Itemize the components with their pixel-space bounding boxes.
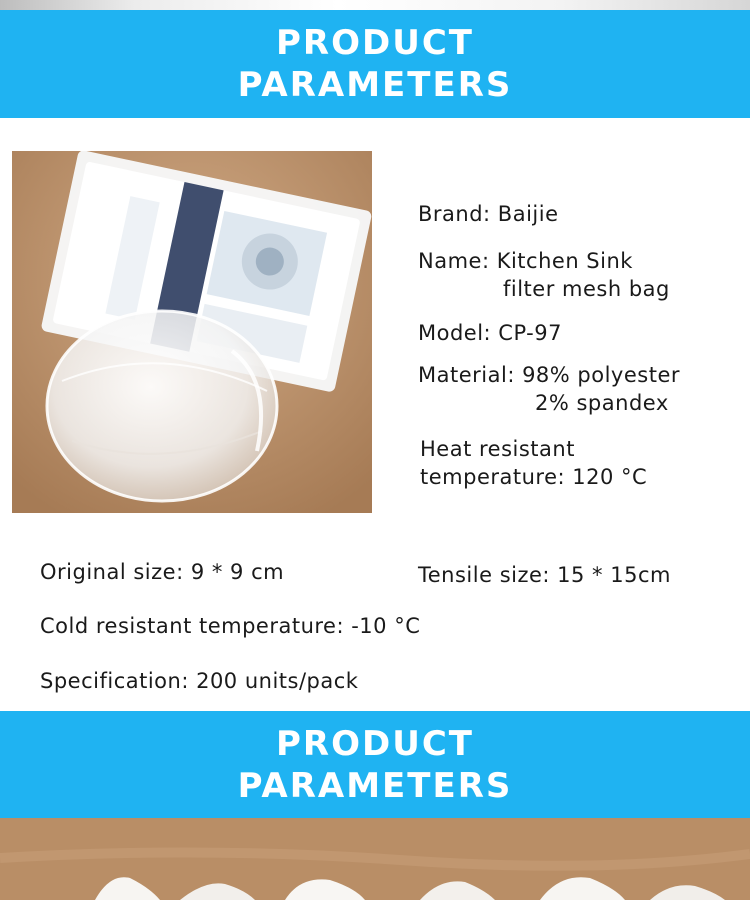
spec-specification: Specification: 200 units/pack <box>40 669 359 693</box>
mesh-fabric-illustration <box>0 818 750 900</box>
spec-material-line1: Material: 98% polyester <box>418 363 681 387</box>
spec-heat-line1: Heat resistant <box>420 437 575 461</box>
spec-material-line2: 2% spandex <box>535 391 669 415</box>
spec-name-line2: filter mesh bag <box>503 277 670 301</box>
spec-model: Model: CP-97 <box>418 321 562 345</box>
spec-heat-line2: temperature: 120 °C <box>420 465 648 489</box>
spec-tensile-size: Tensile size: 15 * 15cm <box>418 563 671 587</box>
spec-brand: Brand: Baijie <box>418 202 559 226</box>
mesh-bag-package-illustration <box>12 151 372 513</box>
product-photo <box>12 151 372 513</box>
section-banner-bottom <box>0 711 750 818</box>
spec-cold-resistant: Cold resistant temperature: -10 °C <box>40 614 421 638</box>
banner-title-line1: PRODUCT <box>276 23 474 63</box>
section-banner-top <box>0 10 750 118</box>
spec-original-size: Original size: 9 * 9 cm <box>40 560 285 584</box>
banner-title-line2: PARAMETERS <box>237 765 513 806</box>
banner-title-line2: PARAMETERS <box>237 65 513 105</box>
mesh-bag-closeup-photo <box>0 818 750 900</box>
spec-name-line1: Name: Kitchen Sink <box>418 249 633 273</box>
top-photo-edge <box>0 0 750 10</box>
banner-title-line1: PRODUCT <box>276 723 474 764</box>
